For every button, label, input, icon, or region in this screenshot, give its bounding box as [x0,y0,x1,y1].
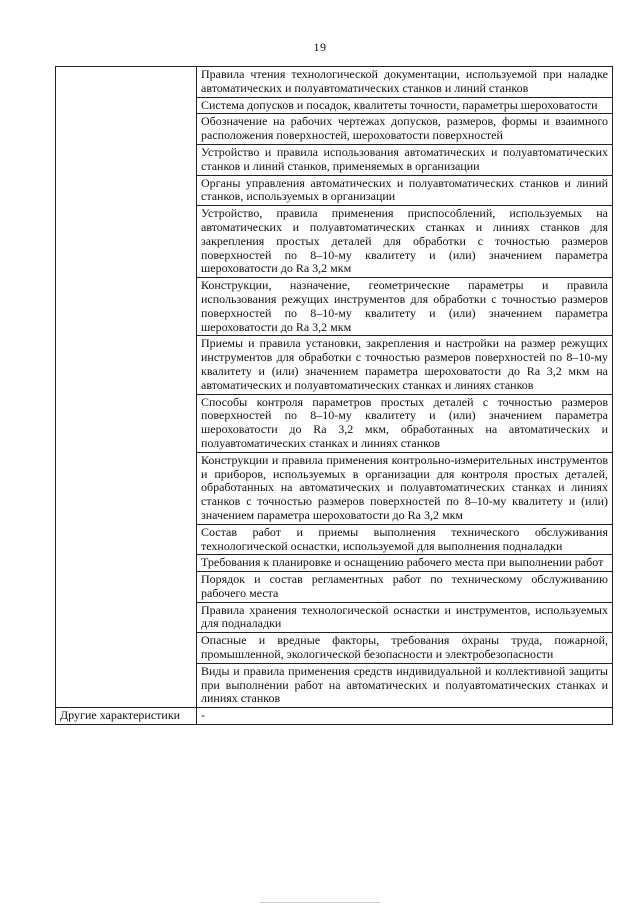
knowledge-item: Требования к планировке и оснащению рабочего места при выполнении работ [197,555,613,572]
section-label-cell [56,67,197,708]
other-characteristics-label: Другие характеристики [56,708,197,725]
knowledge-item: Органы управления автоматических и полуавтоматических станков и линий станков, используемых в организации [197,175,613,206]
knowledge-item: Обозначение на рабочих чертежах допусков, размеров, формы и взаимного расположения поверхностей, шероховатости поверхностей [197,114,613,145]
knowledge-item: Конструкции, назначение, геометрические параметры и правила использования режущих инструментов для обработки с точностью размеров поверхностей по 8–10-му квалитету и (или) значением параметра шероховатости до Ra 3,2 мкм [197,278,613,336]
page-bottom-divider [260,902,380,903]
knowledge-item: Состав работ и приемы выполнения технического обслуживания технологической оснастки, используемой для выполнения подналадки [197,524,613,555]
knowledge-item: Опасные и вредные факторы, требования охраны труда, пожарной, промышленной, экологической безопасности и электробезопасности [197,633,613,664]
knowledge-item: Приемы и правила установки, закрепления и настройки на размер режущих инструментов для обработки с точностью размеров поверхностей по 8–10-му квалитету и (или) значением параметра шероховатости до Ra 3,2 мкм на автоматических и полуавтоматических станках и линиях станков [197,336,613,394]
knowledge-item: Правила хранения технологической оснастки и инструментов, используемых для подналадки [197,602,613,633]
knowledge-item: Виды и правила применения средств индивидуальной и коллективной защиты при выполнении работ на автоматических и полуавтоматических станках и линиях станков [197,663,613,707]
knowledge-table [55,66,613,725]
table-row [56,67,613,98]
page-number: 19 [313,40,327,54]
other-characteristics-value: - [197,708,613,725]
knowledge-item: Система допусков и посадок, квалитеты точности, параметры шероховатости [197,97,613,114]
knowledge-item: Правила чтения технологической документации, используемой при наладке автоматических и полуавтоматических станков и линий станков [197,67,613,98]
knowledge-item: Конструкции и правила применения контрольно-измерительных инструментов и приборов, используемых в организации для контроля простых деталей, обработанных на автоматических и полуавтоматических станках и линиях станков с точностью размеров поверхностей по 8–10-му квалитету и (или) значением параметра шероховатости до Ra 3,2 мкм [197,452,613,524]
knowledge-item: Устройство и правила использования автоматических и полуавтоматических станков и линий станков, применяемых в организации [197,144,613,175]
knowledge-item: Устройство, правила применения приспособлений, используемых на автоматических и полуавтоматических станках и линиях станков для закрепления простых деталей для обработки с точностью размеров поверхностей по 8–10-му квалитету и (или) значением параметра шероховатости до Ra 3,2 мкм [197,206,613,278]
table-row [56,708,613,725]
knowledge-item: Порядок и состав регламентных работ по техническому обслуживанию рабочего места [197,572,613,603]
knowledge-item: Способы контроля параметров простых деталей с точностью размеров поверхностей по 8–10-му квалитету и (или) значением параметра шероховатости до Ra 3,2 мкм, обработанных на автоматических и полуавтоматических станках и линиях станков [197,394,613,452]
